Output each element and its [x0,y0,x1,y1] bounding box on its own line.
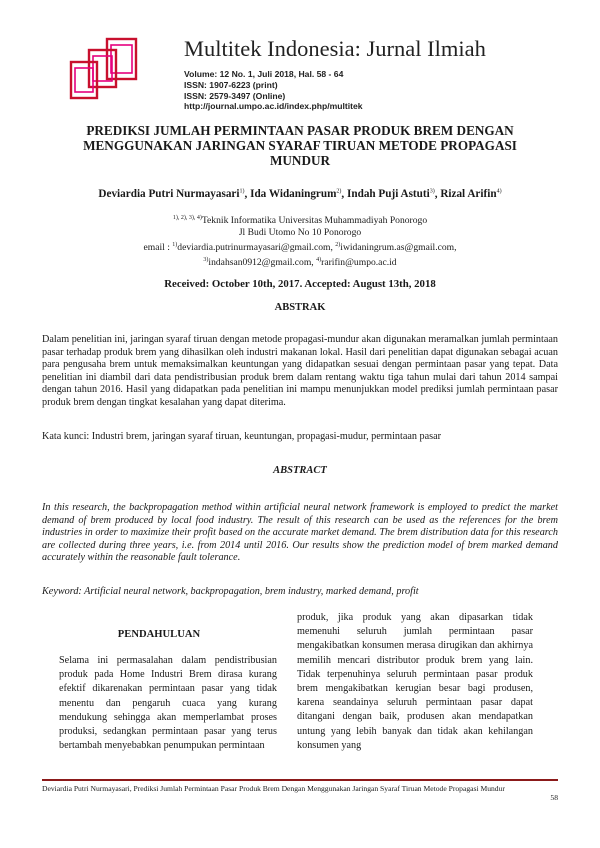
email-link[interactable]: deviardia.putrinurmayasari@gmail.com, [177,242,333,254]
email-sup: 1) [172,242,178,249]
email-sup: 4) [316,257,322,264]
email-label: email : [143,242,170,254]
email-line [40,239,560,254]
article-title [60,123,540,168]
author-name: Deviardia Putri Nurmayasari [98,188,240,200]
institution: Teknik Informatika Universitas Muhammadiyah Ponorogo [201,215,428,227]
volume-info: Volume: 12 No. 1, Juli 2018, Hal. 58 - 64 [184,69,344,79]
journal-title: Multitek Indonesia: Jurnal Ilmiah [184,36,486,61]
issn-print: ISSN: 1907-6223 (print) [184,79,278,90]
footer-rule [42,779,558,781]
journal-url[interactable]: http://journal.umpo.ac.id/index.php/multitek [184,101,363,112]
author-list: Deviardia Putri Nurmayasari$^{1)}$, Ida Widaningrum$^{2)}$, Indah Puji Astuti$^{3)}$, Rizal Arifin$^{4)}$ [98,188,502,200]
keywords: Keyword: Artificial neural network, backpropagation, brem industry, marked demand, profit [42,586,419,597]
email-sup: 2) [335,242,341,249]
journal-logo-icon [67,36,147,104]
affiliation-sup: 1), 2), 3), 4) [172,215,202,221]
title-line: MUNDUR [269,153,331,168]
author-sup: 3) [429,188,435,195]
abstrak-body: Dalam penelitian ini, jaringan syaraf tiruan dengan metode propagasi-mundur akan digunakan meramalkan jumlah permintaan pasar terhadap produk brem yang dihasilkan oleh industri makanan lokal. Hasil dari penelitian dapat digunakan sebagai acuan para pengusaha brem untuk memaksimalkan keuntungan yang didapatkan sesuai dengan permintaan pasar yang tepat. Data penelitian ini diambil dari data pendistribusian produk brem dalam rentang waktu tiga tahun mulai dari tahun 2014 sampai dengan tahun 2016. Hasil yang didapatkan pada penelitian ini mampu menunjukkan model prediksi jumlah permintaan pasar produk brem dengan tingkat kesalahan yang dapat diterima. [42,334,558,408]
email-link[interactable]: indahsan0912@gmail.com, [208,257,314,269]
author-name: Ida Widaningrum [250,188,337,200]
page-number: 58 [550,793,558,802]
author-name: Indah Puji Astuti [347,188,430,200]
received-dates: Received: October 10th, 2017. Accepted: August 13th, 2018 [164,278,436,290]
body-left-column: Selama ini permasalahan dalam pendistribusian produk pada Home Industri Brem dirasa kurang efektif dikarenakan permintaan pasar yang tidak menentu dan pengaruh cuaca yang kurang mendukung sehingga akan memperlambat proses produksi, sedangkan permintaan pasar yang terus bertambah menyebabkan penumpukan permintaan [59,655,277,752]
abstrak-heading: ABSTRAK [274,302,326,313]
title-line: PREDIKSI JUMLAH PERMINTAAN PASAR PRODUK BREM DENGAN [86,123,514,138]
email-sup: 3) [203,257,209,264]
email-line [40,254,560,269]
journal-meta [184,69,363,112]
kata-kunci: Kata kunci: Industri brem, jaringan syaraf tiruan, keuntungan, propagasi-mudur, permintaan pasar [42,431,442,442]
abstract-body: In this research, the backpropagation method within artificial neural network framework is employed to predict the market demand of brem produced by local food industry. The result of this research can be used as the references for the brem industries in order to maximize their profit based on the accurate market demand. The brem distribution data for this research are collected during three years, i.e. from 2014 until 2016. Our results show the prediction model of brem marked demand accurately within the reasonable fault tolerance. [42,502,558,564]
email-link[interactable]: iwidaningrum.as@gmail.com, [340,242,457,254]
abstract-heading: ABSTRACT [273,465,327,476]
title-line: MENGGUNAKAN JARINGAN SYARAF TIRUAN METODE PROPAGASI [83,138,517,153]
affiliation [40,212,560,270]
section-heading: PENDAHULUAN [117,629,201,640]
email-link[interactable]: rarifin@umpo.ac.id [321,257,397,269]
body-right-column: produk, jika produk yang akan dipasarkan tidak memenuhi seluruh jumlah permintaan pasar mengakibatkan konsumen merasa dirugikan dan akhirnya memilih mencari distributor produk brem yang lain. Tidak terpenuhinya seluruh permintaan pasar produk brem mengakibatkan kerugian besar bagi produsen, karena seandainya seluruh permintaan pasar dapat ditangani dengan baik, produsen akan mendapatkan untung yang lebih banyak dan tidak akan kehilangan konsumen yang [297,612,533,751]
footer-citation: Deviardia Putri Nurmayasari, Prediksi Jumlah Permintaan Pasar Produk Brem Dengan Menggunakan Jaringan Syaraf Tiruan Metode Propagasi Mundur [42,784,505,793]
author-sup: 2) [336,188,342,195]
address: Jl Budi Utomo No 10 Ponorogo [238,227,362,239]
author-sup: 4) [496,188,502,195]
issn-online: ISSN: 2579-3497 (Online) [184,90,286,101]
author-sup: 1) [239,188,245,195]
author-name: Rizal Arifin [440,188,497,200]
